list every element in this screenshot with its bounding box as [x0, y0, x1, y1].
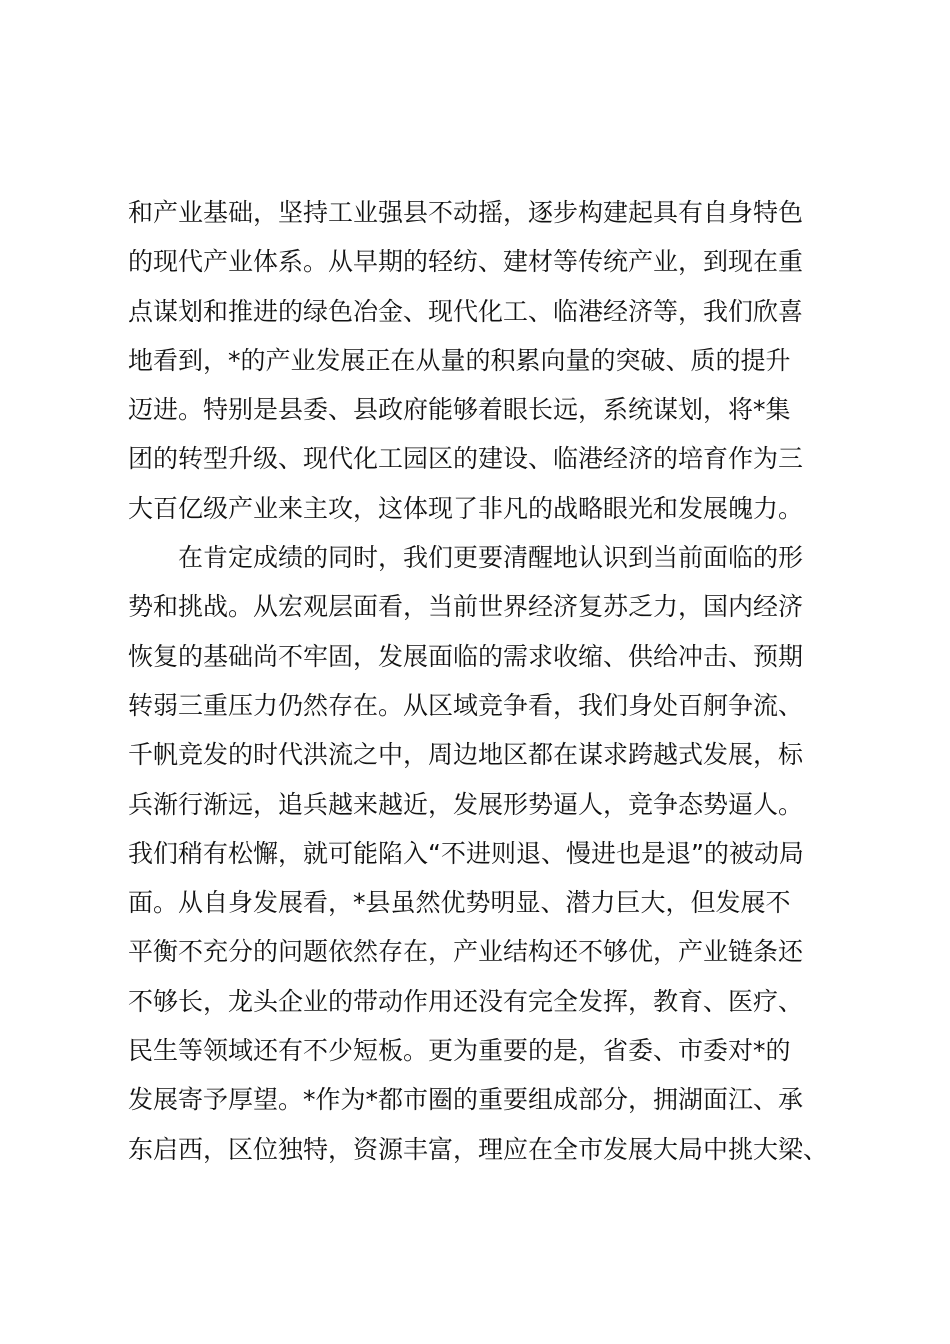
paragraph-1-line-6: 团的转型升级、现代化工园区的建设、临港经济的培育作为三 [128, 444, 804, 474]
paragraph-1-line-3: 点谋划和推进的绿色冶金、现代化工、临港经济等，我们欣喜 [128, 296, 804, 326]
paragraph-1-line-7: 大百亿级产业来主攻，这体现了非凡的战略眼光和发展魄力。 [128, 493, 804, 523]
paragraph-2 [128, 533, 828, 1174]
paragraph-2-line-9: 平衡不充分的问题依然存在，产业结构还不够优，产业链条还 [128, 937, 804, 967]
paragraph-1 [128, 188, 828, 533]
paragraph-2-line-2: 势和挑战。从宏观层面看，当前世界经济复苏乏力，国内经济 [128, 592, 804, 622]
paragraph-2-line-8: 面。从自身发展看，*县虽然优势明显、潜力巨大，但发展不 [128, 888, 791, 918]
paragraph-2-line-12: 发展寄予厚望。*作为*都市圈的重要组成部分，拥湖面江、承 [128, 1085, 804, 1115]
paragraph-2-line-13: 东启西，区位独特，资源丰富，理应在全市发展大局中挑大梁、 [128, 1134, 829, 1164]
paragraph-1-line-4: 地看到，*的产业发展正在从量的积累向量的突破、质的提升 [128, 345, 791, 375]
paragraph-2-line-4: 转弱三重压力仍然存在。从区域竞争看，我们身处百舸争流、 [128, 690, 804, 720]
paragraph-2-line-5: 千帆竞发的时代洪流之中，周边地区都在谋求跨越式发展，标 [128, 740, 804, 770]
paragraph-2-line-6: 兵渐行渐远，追兵越来越近，发展形势逼人，竞争态势逼人。 [128, 789, 804, 819]
paragraph-1-line-1: 和产业基础，坚持工业强县不动摇，逐步构建起具有自身特色 [128, 198, 804, 227]
paragraph-1-line-2: 的现代产业体系。从早期的轻纺、建材等传统产业，到现在重 [128, 247, 804, 277]
paragraph-2-line-1: 在肯定成绩的同时，我们更要清醒地认识到当前面临的形 [178, 543, 804, 573]
paragraph-2-line-10: 不够长，龙头企业的带动作用还没有完全发挥，教育、医疗、 [128, 986, 804, 1016]
paragraph-2-line-11: 民生等领域还有不少短板。更为重要的是，省委、市委对*的 [128, 1036, 791, 1066]
paragraph-2-line-3: 恢复的基础尚不牢固，发展面临的需求收缩、供给冲击、预期 [128, 641, 804, 671]
paragraph-2-line-7: 我们稍有松懈，就可能陷入“不进则退、慢进也是退”的被动局 [128, 838, 804, 868]
document-body [128, 188, 828, 1174]
paragraph-1-line-5: 迈进。特别是县委、县政府能够着眼长远，系统谋划，将*集 [128, 395, 791, 425]
